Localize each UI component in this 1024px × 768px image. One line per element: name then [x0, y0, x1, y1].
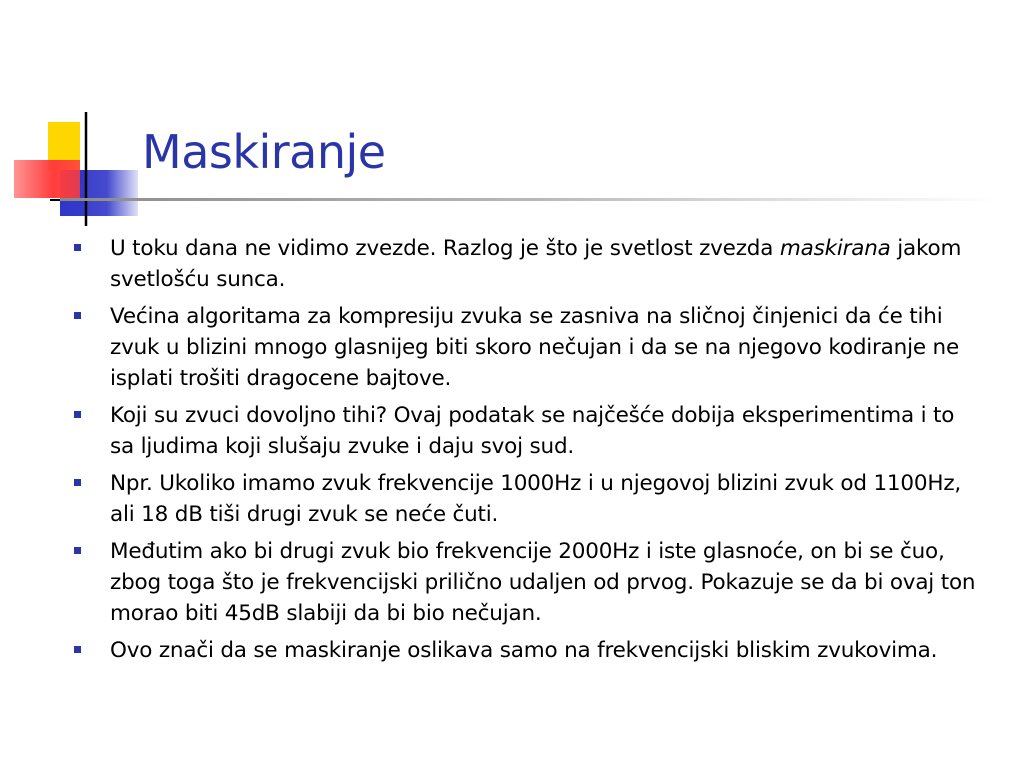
bullet-square-icon — [74, 646, 81, 653]
bullet-text — [110, 236, 961, 292]
bullet-item — [72, 468, 982, 530]
bullet-emphasis: maskirana — [779, 236, 891, 261]
bullet-item — [72, 635, 982, 666]
bullet-item — [72, 301, 982, 394]
bullet-item — [72, 536, 982, 629]
slide-title: Maskiranje — [142, 125, 386, 179]
bullet-item — [72, 400, 982, 462]
bullet-text: Međutim ako bi drugi zvuk bio frekvencije 2000Hz i iste glasnoće, on bi se čuo, zbog toga što je frekvencijski prilično udaljen od prvog. Pokazuje se da bi ovaj ton morao biti 45dB slabiji da bi bio nečujan. — [110, 539, 976, 626]
bullet-text: Npr. Ukoliko imamo zvuk frekvencije 1000Hz i u njegovoj blizini zvuk od 1100Hz, ali 18 dB tiši drugi zvuk se neće čuti. — [110, 471, 962, 527]
bullet-text: Većina algoritama za kompresiju zvuka se zasniva na sličnoj činjenici da će tihi zvuk u blizini mnogo glasnijeg biti skoro nečujan i da se na njegovo kodiranje ne isplati trošiti dragocene bajtove. — [110, 304, 959, 391]
bullet-square-icon — [74, 479, 81, 486]
bullet-text-part: U toku dana ne vidimo zvezde. Razlog je što je svetlost zvezda — [110, 236, 780, 261]
logo-red-bar — [14, 160, 80, 198]
bullet-square-icon — [74, 312, 81, 319]
bullet-text-part: jakom svetlošću sunca. — [110, 236, 962, 292]
bullet-square-icon — [74, 547, 81, 554]
bullet-list — [72, 233, 982, 672]
bullet-square-icon — [74, 411, 81, 418]
bullet-text: Koji su zvuci dovoljno tihi? Ovaj podatak se najčešće dobija eksperimentima i to sa ljudima koji slušaju zvuke i daju svoj sud. — [110, 403, 955, 459]
decorative-logo — [0, 0, 140, 240]
bullet-square-icon — [74, 244, 81, 251]
bullet-item — [72, 233, 982, 295]
title-divider — [60, 198, 1000, 201]
bullet-text: Ovo znači da se maskiranje oslikava samo na frekvencijski bliskim zvukovima. — [110, 638, 938, 663]
